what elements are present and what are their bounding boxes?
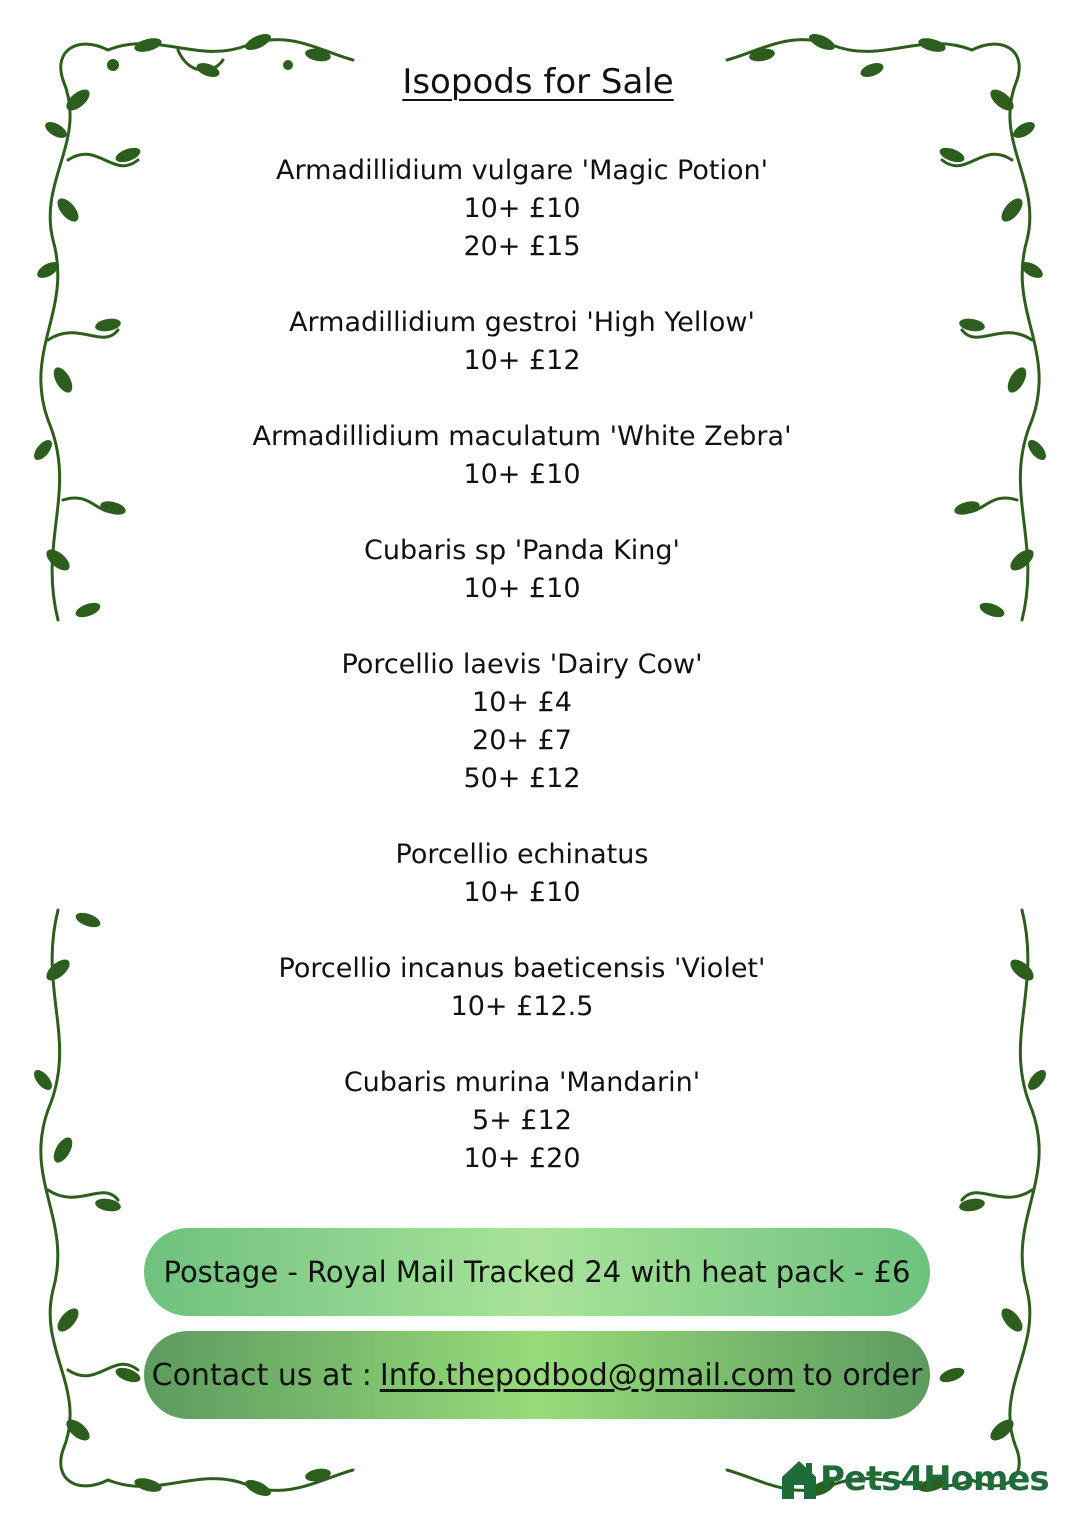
species-name: Porcellio incanus baeticensis 'Violet': [278, 953, 766, 984]
contact-suffix: to order: [802, 1357, 923, 1393]
price-tier: 10+ £10: [463, 193, 581, 224]
contact-banner: [144, 1331, 930, 1419]
list-item: [0, 304, 1044, 380]
list-item: [0, 152, 1044, 266]
email-link[interactable]: Info.thepodbod@gmail.com: [379, 1357, 795, 1393]
price-tier: 50+ £12: [463, 763, 581, 794]
list-item: [0, 950, 1044, 1026]
species-name: Porcellio laevis 'Dairy Cow': [341, 649, 703, 680]
page-title: Isopods for Sale: [402, 62, 674, 102]
price-tier: 10+ £20: [463, 1143, 581, 1174]
brand-name: Pets4Homes: [820, 1459, 1049, 1499]
contact-prefix: Contact us at :: [151, 1357, 372, 1393]
price-tier: 5+ £12: [472, 1105, 572, 1136]
list-item: [0, 1064, 1044, 1178]
species-name: Armadillidium vulgare 'Magic Potion': [275, 155, 768, 186]
price-tier: 10+ £12: [463, 345, 581, 376]
price-tier: 10+ £12.5: [450, 991, 594, 1022]
price-tier: 10+ £10: [463, 877, 581, 908]
list-item: [0, 646, 1044, 798]
list-item: [0, 532, 1044, 608]
isopod-listing: [0, 152, 1044, 1216]
price-tier: 20+ £15: [463, 231, 581, 262]
postage-banner: [144, 1228, 930, 1316]
house-icon: [780, 1457, 818, 1501]
price-tier: 10+ £10: [463, 459, 581, 490]
price-tier: 10+ £4: [472, 687, 572, 718]
price-tier: 10+ £10: [463, 573, 581, 604]
price-tier: 20+ £7: [472, 725, 572, 756]
species-name: Armadillidium gestroi 'High Yellow': [289, 307, 755, 338]
postage-text: Postage - Royal Mail Tracked 24 with heat pack - £6: [163, 1255, 911, 1289]
list-item: [0, 836, 1044, 912]
list-item: [0, 418, 1044, 494]
species-name: Cubaris sp 'Panda King': [364, 535, 680, 566]
pets4homes-watermark: [780, 1456, 1049, 1502]
species-name: Cubaris murina 'Mandarin': [343, 1067, 701, 1098]
species-name: Armadillidium maculatum 'White Zebra': [252, 421, 792, 452]
species-name: Porcellio echinatus: [395, 839, 649, 870]
